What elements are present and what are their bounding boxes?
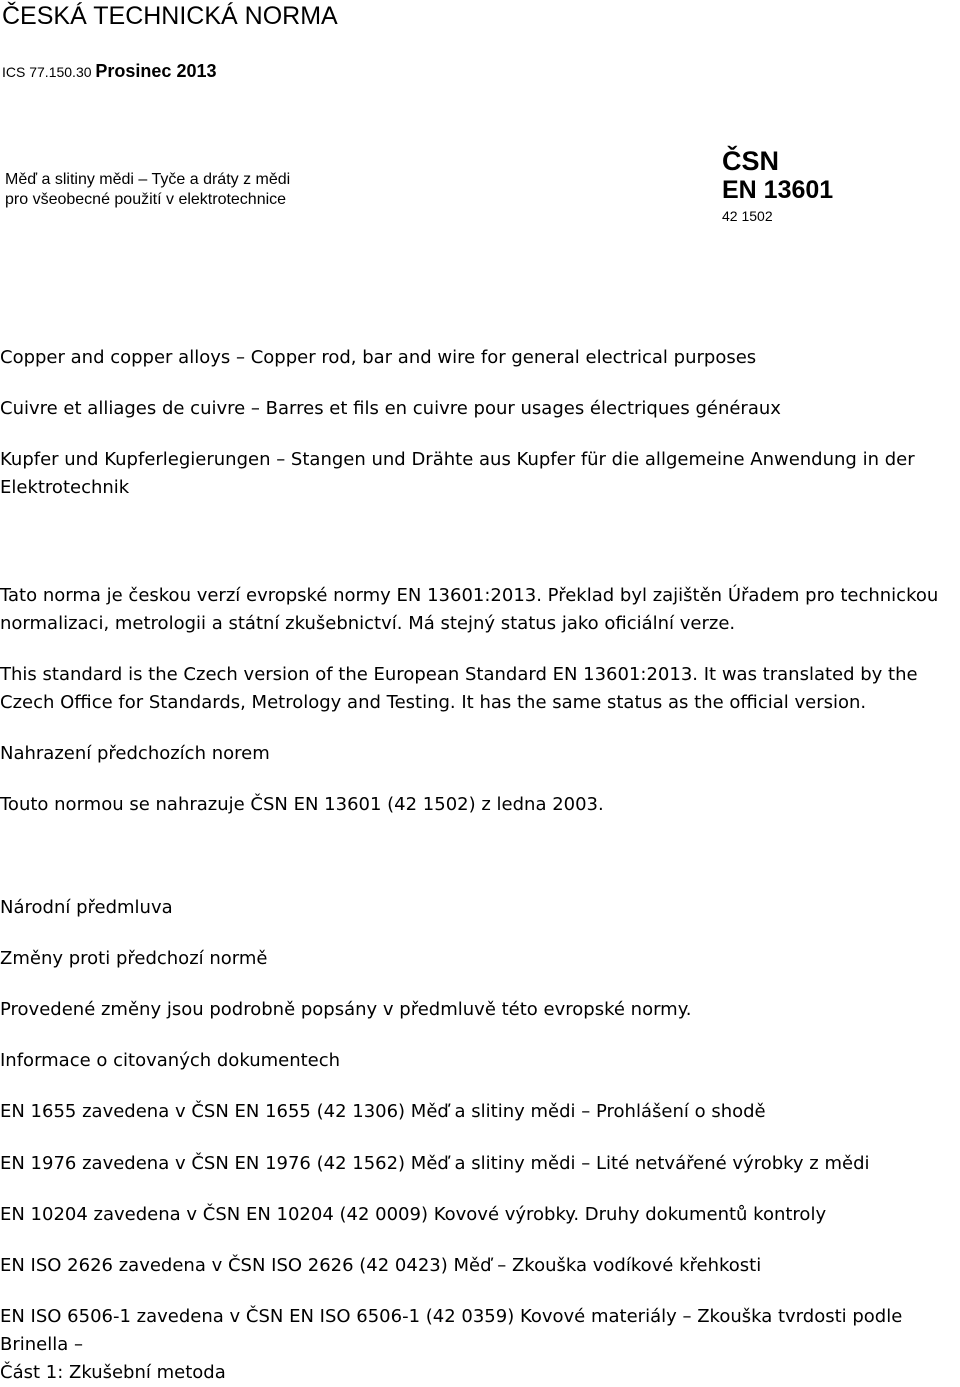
classification-number: 42 1502 — [722, 208, 773, 224]
replacement-text: Touto normou se nahrazuje ČSN EN 13601 (42 1502) z ledna 2003. — [0, 794, 604, 815]
title-english: Copper and copper alloys – Copper rod, bar and wire for general electrical purposes — [0, 347, 757, 368]
reference-item-line-1: EN ISO 6506-1 zavedena v ČSN EN ISO 6506-1 (42 0359) Kovové materiály – Zkouška tvrdosti podle Brinella – — [0, 1306, 903, 1355]
reference-item: EN 1655 zavedena v ČSN EN 1655 (42 1306) Měď a slitiny mědi – Prohlášení o shodě — [0, 1101, 766, 1122]
czech-title-line-2: pro všeobecné použití v elektrotechnice — [5, 191, 287, 208]
ics-date-line — [2, 60, 216, 83]
standard-prefix: ČSN — [722, 146, 780, 176]
national-foreword-heading: Národní předmluva — [0, 897, 173, 918]
changes-heading: Změny proti předchozí normě — [0, 948, 268, 969]
references-heading: Informace o citovaných dokumentech — [0, 1050, 341, 1071]
document-title: ČESKÁ TECHNICKÁ NORMA — [2, 2, 338, 30]
reference-item — [0, 1303, 960, 1387]
translation-note-english: This standard is the Czech version of the European Standard EN 13601:2013. It was translated by the Czech Office for Standards, Metrology and Testing. It has the same status as the official version. — [0, 664, 918, 713]
reference-item-line-2: Část 1: Zkušební metoda — [0, 1362, 226, 1383]
czech-title — [5, 170, 345, 210]
title-german: Kupfer und Kupferlegierungen – Stangen und Drähte aus Kupfer für die allgemeine Anwendung in der Elektrotechnik — [0, 449, 915, 498]
replacement-heading: Nahrazení předchozích norem — [0, 743, 270, 764]
standard-number: EN 13601 — [722, 176, 834, 204]
reference-item: EN ISO 2626 zavedena v ČSN ISO 2626 (42 0423) Měď – Zkouška vodíkové křehkosti — [0, 1255, 762, 1276]
ics-code: ICS 77.150.30 — [2, 64, 92, 80]
reference-item: EN 10204 zavedena v ČSN EN 10204 (42 0009) Kovové výrobky. Druhy dokumentů kontroly — [0, 1204, 827, 1225]
issue-date: Prosinec 2013 — [95, 61, 217, 81]
changes-text: Provedené změny jsou podrobně popsány v předmluvě této evropské normy. — [0, 999, 692, 1020]
standard-designation — [722, 146, 833, 228]
title-french: Cuivre et alliages de cuivre – Barres et fils en cuivre pour usages électriques généraux — [0, 398, 781, 419]
translation-note-czech: Tato norma je českou verzí evropské normy EN 13601:2013. Překlad byl zajištěn Úřadem pro technickou normalizaci, metrologii a státní zkušebnictví. Má stejný status jako oficiální verze. — [0, 585, 939, 634]
czech-title-line-1: Měď a slitiny mědi – Tyče a dráty z mědi — [5, 171, 291, 188]
reference-item: EN 1976 zavedena v ČSN EN 1976 (42 1562) Měď a slitiny mědi – Lité netvářené výrobky z mědi — [0, 1153, 870, 1174]
